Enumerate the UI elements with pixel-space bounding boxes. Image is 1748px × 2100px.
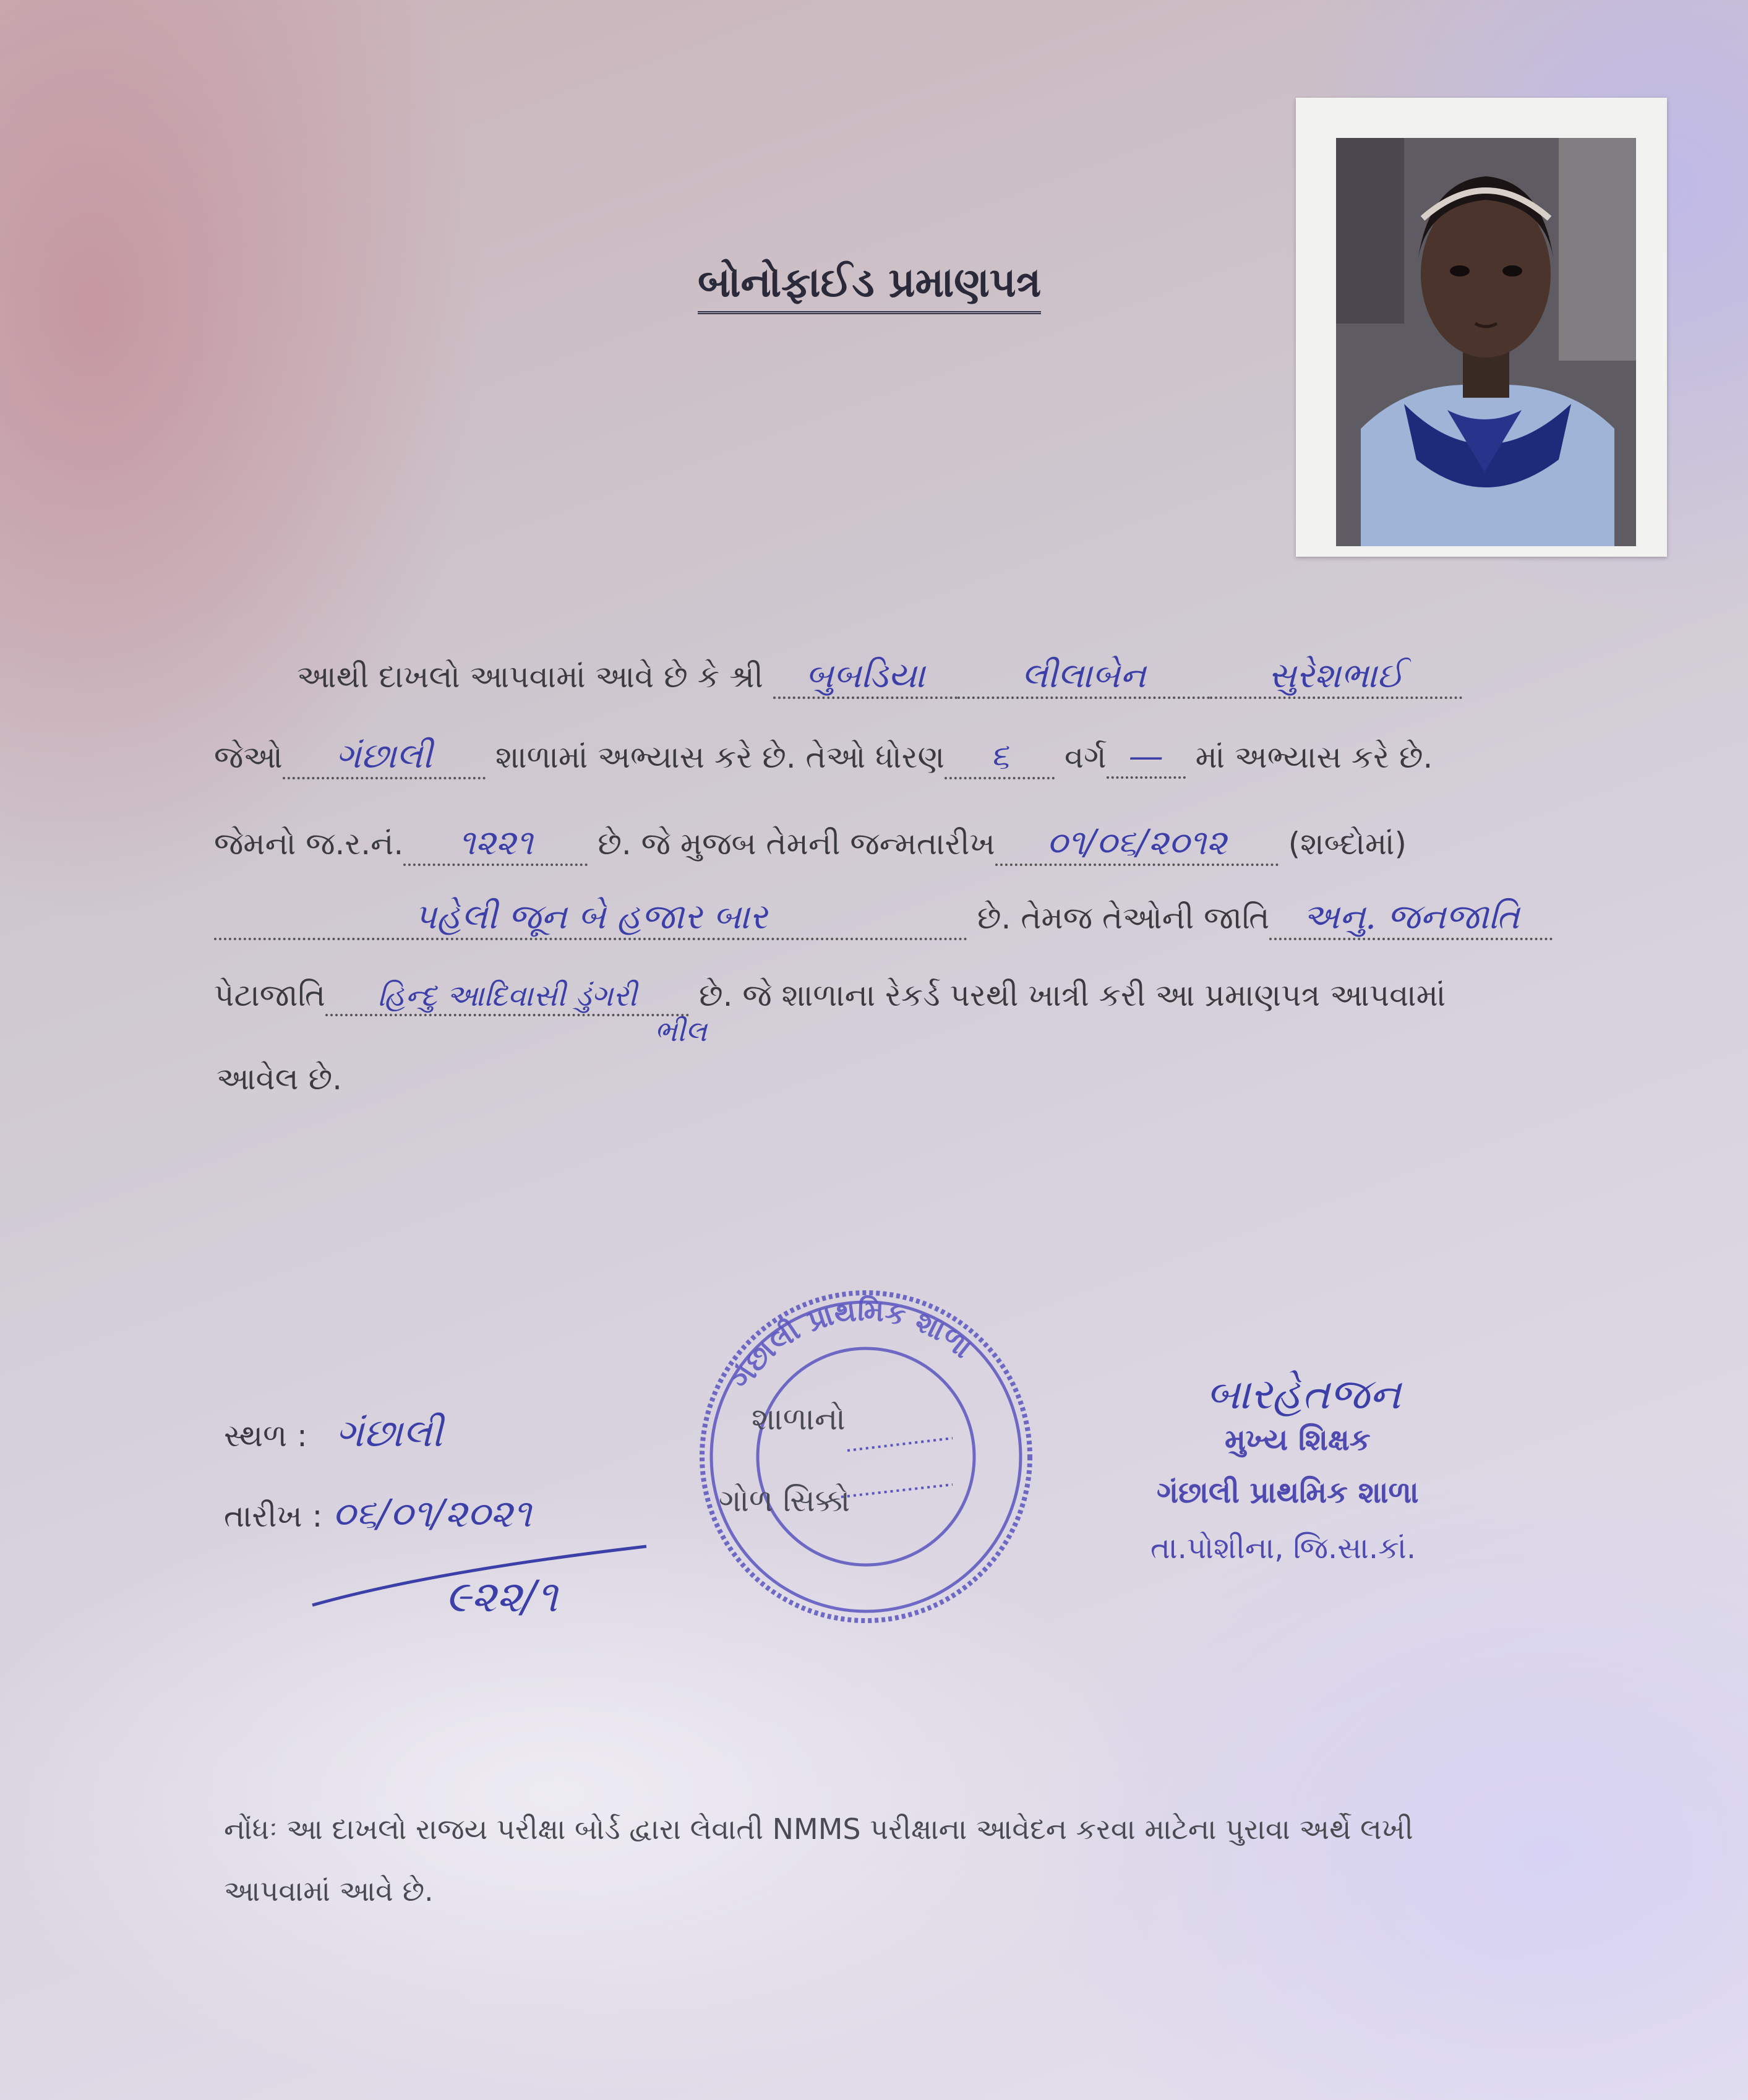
line-3: [214, 823, 1407, 866]
outward-number: ૯૨૨/૧: [445, 1571, 558, 1622]
photo-frame: [1296, 98, 1667, 557]
date-label: તારીખ :: [224, 1498, 323, 1534]
line-3-prefix: જેમનો જ.ર.નં.: [214, 826, 404, 862]
place-label: સ્થળ :: [224, 1418, 307, 1454]
line-3-suffix: (શબ્દોમાં): [1288, 826, 1407, 862]
date-of-birth: ૦૧/૦૬/૨૦૧૨: [995, 823, 1279, 866]
standard-value: ૬: [945, 736, 1055, 779]
line-2-mid2: વર્ગ: [1065, 739, 1107, 775]
student-surname: બુબડિયા: [773, 656, 958, 699]
line-5-suffix: છે. જે શાળાના રેકર્ડ પરથી ખાત્રી કરી આ પ્રમાણપત્ર આપવામાં: [698, 977, 1446, 1013]
student-photo-icon: [1336, 138, 1636, 546]
line-2-mid1: શાળામાં અભ્યાસ કરે છે. તેઓ ધોરણ: [495, 739, 945, 775]
line-4: [214, 897, 1553, 940]
dob-in-words: પહેલી જૂન બે હજાર બાર: [214, 897, 967, 940]
line-5: [214, 977, 1446, 1016]
signature-school: ગંછાલી પ્રાથમિક શાળા: [1157, 1475, 1419, 1510]
place-value: ગંછાલી: [335, 1410, 443, 1455]
stamp-center-line1: શાળાનો: [752, 1401, 846, 1437]
line-6: આવેલ છે.: [216, 1061, 342, 1097]
stamp-center-line2: ગોળ સિક્કો: [719, 1483, 850, 1519]
signature-designation: મુખ્ય શિક્ષક: [1225, 1423, 1371, 1457]
signature-address: તા.પોશીના, જિ.સા.કાં.: [1150, 1531, 1416, 1566]
date-value: ૦૬/૦૧/૨૦૨૧: [332, 1491, 532, 1536]
register-number: ૧૨૨૧: [403, 823, 588, 866]
line-3-mid: છે. જે મુજબ તેમની જન્મતારીખ: [598, 826, 995, 862]
line-1: [297, 656, 1462, 699]
line-4-mid: છે. તેમજ તેઓની જાતિ: [977, 900, 1270, 936]
school-name: ગંછાલી: [283, 736, 486, 779]
division-value: —: [1107, 736, 1186, 779]
note-line-1: નોંધઃ આ દાખલો રાજય પરીક્ષા બોર્ડ દ્વારા લેવાતી NMMS પરીક્ષાના આવેદન કરવા માટેના પુરાવા અર્થે લખી: [224, 1812, 1413, 1846]
student-first-name: લીલાબેન: [958, 656, 1210, 699]
school-stamp: [693, 1284, 1039, 1630]
note-line-2: આપવામાં આવે છે.: [224, 1874, 434, 1908]
line-5-prefix: પેટાજાતિ: [214, 977, 326, 1013]
line-2-prefix: જેઓ: [214, 739, 283, 775]
stamp-ring-text: ગંછાલી પ્રાથમિક શાળા: [724, 1293, 979, 1395]
certificate-title: બોનોફાઈડ પ્રમાણપત્ર: [698, 259, 1041, 314]
line-2-suffix: માં અભ્યાસ કરે છે.: [1195, 739, 1433, 775]
subcaste-value: હિન્દુ આદિવાસી ડુંગરી: [325, 979, 689, 1016]
place-row: [224, 1410, 443, 1456]
line-1-prefix: આથી દાખલો આપવામાં આવે છે કે શ્રી: [297, 659, 763, 695]
line-2: [214, 736, 1433, 779]
subcaste-extra: ભીલ: [654, 1014, 707, 1048]
caste-value: અનુ. જનજાતિ: [1269, 897, 1553, 940]
student-father-name: સુરેશભાઈ: [1210, 656, 1462, 699]
handwritten-signature: બારહેતજન: [1206, 1370, 1401, 1419]
round-seal-icon: [693, 1284, 1039, 1630]
